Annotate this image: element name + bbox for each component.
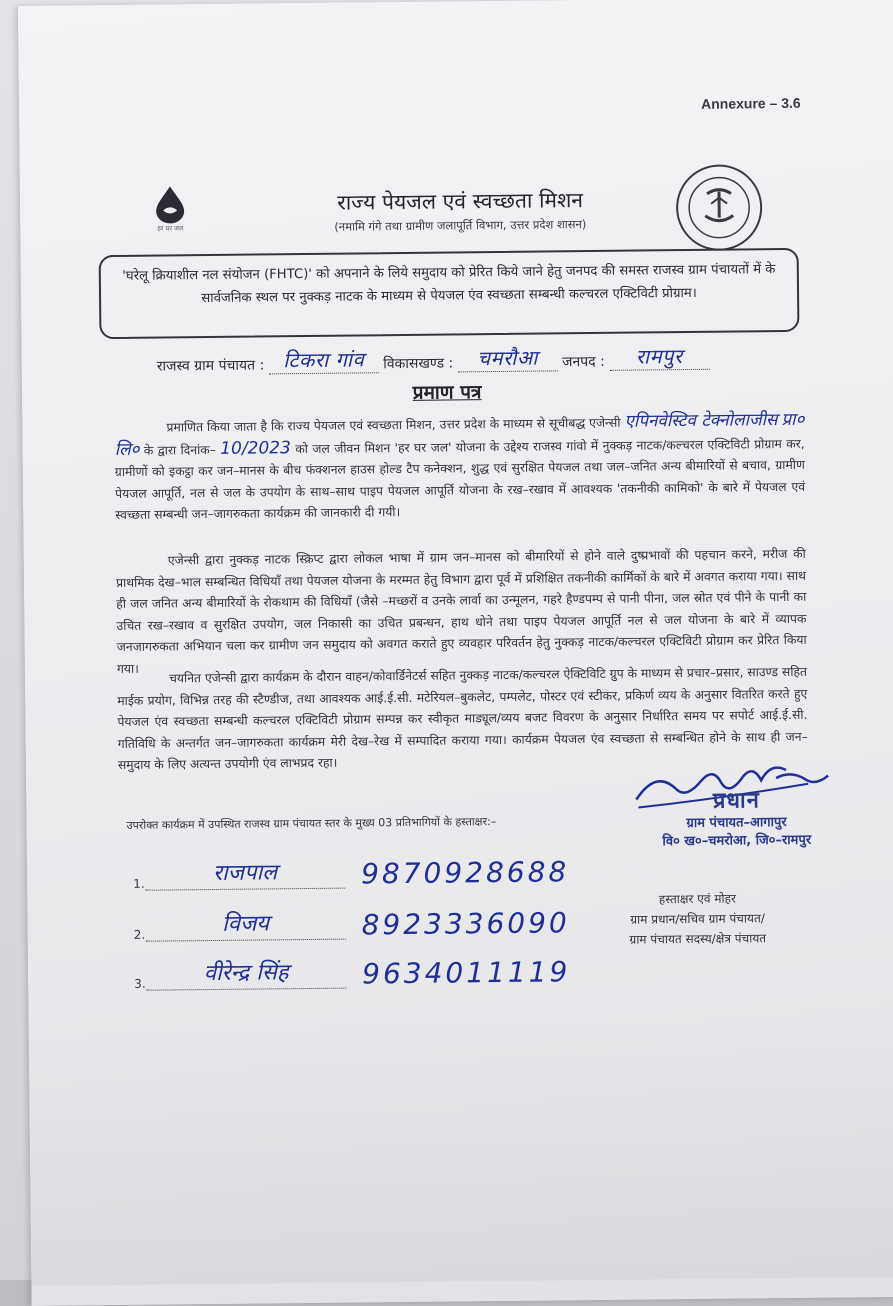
location-fill-row	[157, 341, 807, 376]
participant-phone: 9634011119	[361, 955, 571, 991]
district-label: जनपद :	[562, 353, 605, 371]
p2-text: एजेन्सी द्वारा नुक्कड़ नाटक स्क्रिप्ट द्वारा लोकल भाषा में ग्राम जन–मानस को बीमारियों से होने वाले दुष्प्रभावों की पहचान करने, मरीज की प्राथमिक देख–भाल सम्बन्धित विधियाँ तथा पेयजल योजना के मरम्मत हेतु विभाग द्वारा पूर्व में प्रशिक्षित तकनीकी कार्मिकों के बारे में अवगत कराया गया। साथ ही जल जनित अन्य बीमारियों के रोकथाम की विधियाँ (जैसे –मच्छरों व उनके लार्वा का उन्मूलन, गहरे हैण्डपम्प से पानी पीना, जल स्रोत एवं पीने के पानी का उचित रख–रखाव व सुरक्षित उपयोग, जल निकासी का उचित प्रबन्धन, हाथ धोने तथा पाइप पेयजल आपूर्ति नल से जल योजना के बारे में व्यापक जनजागरुकता अभियान चला कर ग्रामीण जन समुदाय को अवगत कराते हुए व्यवहार परिवर्तन हेतु नुक्कड़ नाटक/कल्चरल एक्टिविटी प्रोग्राम कर प्रेरित किया गया।	[115, 546, 807, 676]
p3-text: चयनित एजेन्सी द्वारा कार्यक्रम के दौरान वाहन/कोवार्डिनेटर्स सहित नुक्कड़ नाटक/कल्चरल ऐक्टिविटि ग्रुप के माध्यम से प्रचार–प्रसार, साउण्ड सहित माईक प्रयोग, विभिन्न तरह की स्टैण्डीज, तथा आवश्यक आई.ई.सी. मटेरियल–बुकलेट, पम्पलेट, पोस्टर एवं स्टीकर, प्रकिर्ण व्यय के अनुसार वितरित करते हुए पेयजल एंव स्वच्छता सम्बन्धी कल्चरल एक्टिविटी प्रोग्राम सम्पन्न कर स्वीकृत माड्यूल/व्यय बजट विवरण के अनुसार निर्धारित समय पर सपोर्ट आई.ई.सी. गतिविधि के अन्तर्गत जन–जागरुकता कार्यक्रम मेरी देख–रेख में सम्पादित कराया गया। कार्यक्रम पेयजल एंव स्वच्छता से सम्बन्धित होने के साथ ही जन–समुदाय के लिए अत्यन्त उपयोगी एंव लाभप्रद रहा।	[117, 664, 808, 772]
paragraph-1	[114, 410, 805, 527]
paper-shadow	[29, 1007, 893, 1286]
seal-caption-line-3: ग्राम पंचायत सदस्य/क्षेत्र पंचायत	[629, 931, 767, 947]
program-title-box: 'घरेलू क्रियाशील नल संयोजन (FHTC)' को अपनाने के लिये समुदाय को प्रेरित किये जाने हेतु जनपद की समस्त राजस्व ग्राम पंचायतों में के सार्वजनिक स्थल पर नुक्कड़ नाटक के माध्यम से पेयजल एंव स्वच्छता सम्बन्धी कल्चरल एक्टिविटी प्रोग्राम।	[99, 248, 800, 339]
stamp-line-2: वि० ख०–चमरोआ, जि०–रामपुर	[662, 832, 812, 850]
participant-signature: विजय	[145, 909, 345, 942]
participant-row	[134, 952, 594, 993]
company-suffix: प्रा० लि०	[114, 409, 805, 460]
stamp-title: प्रधान	[712, 788, 760, 814]
participant-number: 1.	[133, 876, 145, 891]
p1-rest: को जल जीवन मिशन 'हर घर जल' योजना के उद्देश्य राजस्व गांवो में नुक्कड़ नाटक/कल्चरल एक्टिविटी प्रोग्राम कर, ग्रामीणों को इकट्ठा कर जन–मानस के बीच फंक्शनल हाउस होल्ड टैप कनेक्शन, शुद्ध एवं सुरक्षित पेयजल तथा जल–जनित अन्य बीमारियों से बचाव, ग्रामीण पेयजल आपूर्ति, नल से जल के उपयोग के साथ–साथ पाइप पेयजल आपूर्ति योजना के रख–रखाव में आवश्यक 'तकनीकी कामिको' के बारे में पेयजल एवं स्वच्छता सम्बन्धी जन–जागरुकता कार्यक्रम की जानकारी दी गयी।	[114, 436, 806, 523]
date-label: के द्वारा दिनांक–	[143, 442, 216, 458]
mission-subtitle: (नमामि गंगे तथा ग्रामीण जलापूर्ति विभाग, उत्तर प्रदेश शासन)	[334, 217, 587, 234]
p1-intro: प्रमाणित किया जाता है कि राज्य पेयजल एवं स्वच्छता मिशन, उत्तर प्रदेश के माध्यम से सूचीबद्ध एजेन्सी	[166, 415, 621, 435]
agency-name: एपिनवेस्टिव टेक्नोलाजीस	[624, 410, 778, 432]
state-seal-icon	[675, 163, 764, 252]
pradhan-stamp	[616, 783, 857, 852]
seal-caption-line-1: हस्ताक्षर एवं मोहर	[658, 891, 736, 907]
block-label: विकासखण्ड :	[383, 355, 454, 373]
participant-signature: राजपाल	[145, 858, 345, 891]
seal-caption-line-2: ग्राम प्रधान/सचिव ग्राम पंचायत/	[630, 911, 765, 927]
participant-number: 3.	[134, 976, 146, 991]
gram-panchayat-label: राजस्व ग्राम पंचायत :	[156, 357, 265, 375]
logo-caption: हर घर जल	[157, 224, 184, 233]
participants-intro: उपरोक्त कार्यक्रम में उपस्थित राजस्व ग्राम पंचायत स्तर के मुख्य 03 प्रतिभागियों के हस्ताक्षर:–	[126, 815, 497, 832]
annexure-label: Annexure – 3.6	[700, 94, 801, 112]
district-value: रामपुर	[609, 342, 709, 371]
participant-row	[133, 903, 593, 944]
certificate-title: प्रमाण पत्र	[412, 381, 482, 404]
participant-phone: 8923336090	[361, 906, 570, 942]
mission-title: राज्य पेयजल एवं स्वच्छता मिशन	[337, 188, 584, 215]
participant-number: 2.	[133, 927, 146, 942]
participant-row	[133, 852, 593, 893]
participant-signature: वीरेन्द्र सिंह	[146, 958, 346, 991]
gram-panchayat-value: टिकरा गांव	[269, 345, 379, 374]
certificate-page	[18, 0, 893, 1306]
water-drop-icon	[148, 184, 192, 224]
seal-caption	[582, 888, 813, 950]
block-value: चमरौआ	[457, 343, 557, 372]
participant-phone: 9870928688	[360, 855, 570, 891]
har-ghar-jal-logo	[135, 184, 205, 233]
stamp-line-1: ग्राम पंचायत–आगापुर	[686, 814, 787, 832]
paragraph-2	[116, 544, 807, 680]
up-govt-emblem	[675, 163, 764, 252]
date-value: 10/2023	[220, 437, 291, 459]
